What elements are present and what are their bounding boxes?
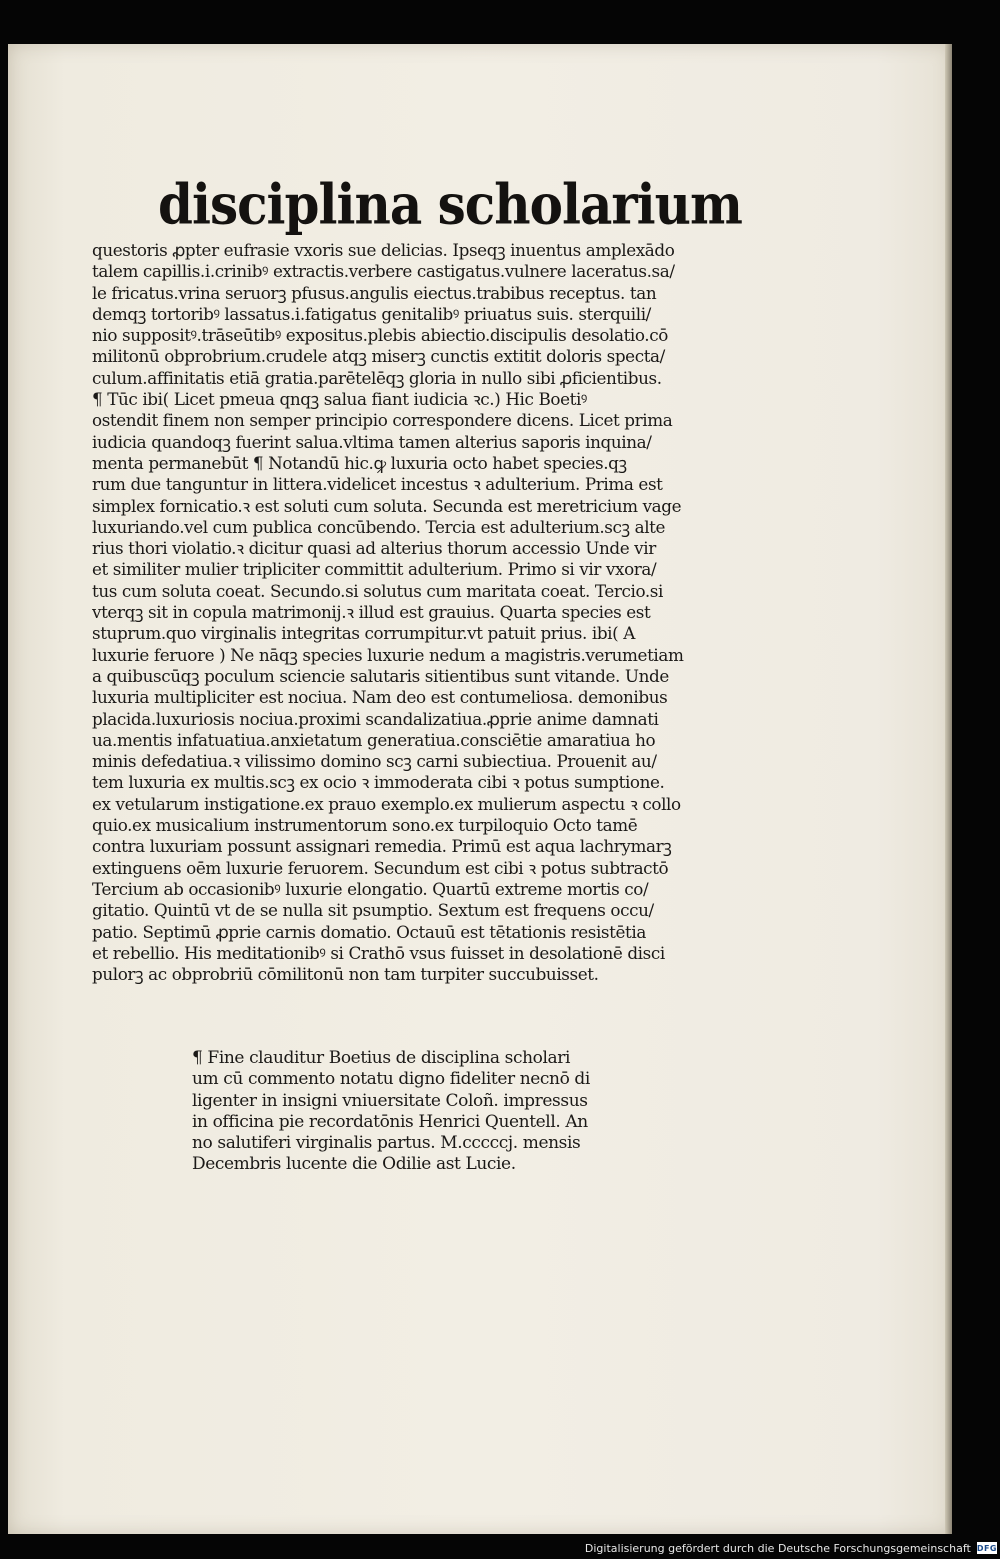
text-line: gitatio. Quintū vt de se nulla sit psumptio. Sextum est frequens occu/ [92, 900, 654, 921]
colophon-line: ¶ Fine clauditur Boetius de disciplina scholari [192, 1048, 571, 1068]
text-line: Tercium ab occasionibꝰ luxurie elongatio. Quartū extreme mortis co/ [92, 878, 649, 899]
text-line: ¶ Tūc ibi( Licet pmeua qnqꝫ salua fiant iudicia ꝛc.) Hic Boetiꝰ [92, 389, 587, 410]
digitization-footer [584, 1540, 997, 1556]
colophon-line: in officina pie recordatōnis Henrici Quentell. An [192, 1111, 588, 1132]
colophon-line: ligenter in insigni vniuersitate Coloñ. impressus [192, 1090, 588, 1111]
text-line: luxuriando.vel cum publica concūbendo. Tercia est adulterium.scꝫ alte [92, 516, 666, 537]
text-line: iudicia quandoqꝫ fuerint salua.vltima tamen alterius saporis inquina/ [92, 431, 652, 452]
text-line: ostendit finem non semper principio correspondere dicens. Licet prima [92, 410, 673, 431]
text-line: le fricatus.vrina seruorꝫ pfusus.angulis eiectus.trabibus receptus. tan [92, 282, 657, 303]
page-edge [945, 44, 952, 1534]
colophon-line: no salutiferi virginalis partus. M.cccccj. mensis [192, 1133, 581, 1154]
text-line: simplex fornicatio.ꝛ est soluti cum soluta. Secunda est meretricium vage [92, 495, 682, 516]
text-line: patio. Septimū ꝓprie carnis domatio. Octauū est tētationis resistētia [92, 921, 646, 942]
main-text-block [92, 240, 732, 985]
text-line: minis defedatiua.ꝛ vilissimo domino scꝫ carni subiectiua. Prouenit au/ [92, 751, 657, 772]
text-line: nio suppositꝰ.trāseūtibꝰ expositus.plebis abiectio.discipulis desolatio.cō [92, 325, 668, 346]
page-title: disciplina scholarium [158, 172, 742, 237]
text-line: luxurie feruore ) Ne nāqꝫ species luxurie nedum a magistris.verumetiam [92, 644, 684, 665]
text-line: extinguens oēm luxurie feruorem. Secundum est cibi ꝛ potus subtractō [92, 857, 669, 878]
text-line: tus cum soluta coeat. Secundo.si solutus cum maritata coeat. Tercio.si [92, 580, 663, 601]
text-line: contra luxuriam possunt assignari remedia. Primū est aqua lachrymarꝫ [92, 836, 672, 857]
text-line: et rebellio. His meditationibꝰ si Crathō vsus fuisset in desolationē disci [92, 942, 665, 963]
funding-notice: Digitalisierung gefördert durch die Deutsche Forschungsgemeinschaft [584, 1541, 971, 1555]
text-line: pulorꝫ ac obprobriū cōmilitonū non tam turpiter succubuisset. [92, 964, 599, 985]
text-line: vterqꝫ sit in copula matrimonij.ꝛ illud est grauius. Quarta species est [92, 602, 651, 623]
text-line: tem luxuria ex multis.scꝫ ex ocio ꝛ immoderata cibi ꝛ potus sumptione. [92, 772, 665, 793]
text-line: luxuria multipliciter est nociua. Nam deo est contumeliosa. demonibus [92, 687, 668, 708]
text-line: militonū obprobrium.crudele atqꝫ miserꝫ cunctis extitit doloris specta/ [92, 346, 665, 367]
colophon-block [192, 1048, 652, 1176]
text-line: placida.luxuriosis nociua.proximi scandalizatiua.ꝓprie anime damnati [92, 708, 659, 729]
text-line: ex vetularum instigatione.ex prauo exemplo.ex mulierum aspectu ꝛ collo [92, 793, 681, 814]
text-line: talem capillis.i.crinibꝰ extractis.verbere castigatus.vulnere laceratus.sa/ [92, 261, 675, 282]
text-line: demqꝫ tortoribꝰ lassatus.i.fatigatus genitalibꝰ priuatus suis. sterquili/ [92, 303, 651, 324]
text-line: ua.mentis infatuatiua.anxietatum generatiua.consciētie amaratiua ho [92, 729, 656, 750]
text-line: stuprum.quo virginalis integritas corrumpitur.vt patuit prius. ibi( A [92, 623, 635, 644]
text-line: et similiter mulier tripliciter committit adulterium. Primo si vir vxora/ [92, 559, 657, 580]
text-line: rum due tanguntur in littera.videlicet incestus ꝛ adulterium. Prima est [92, 474, 663, 495]
text-line: culum.affinitatis etiā gratia.parētelēqꝫ gloria in nullo sibi ꝓficientibus. [92, 367, 662, 388]
colophon-line: um cū commento notatu digno fideliter necnō di [192, 1069, 590, 1090]
text-line: menta permanebūt ¶ Notandū hic.ꝙ luxuria octo habet species.qꝫ [92, 452, 627, 473]
text-line: a quibuscūqꝫ poculum sciencie salutaris sitientibus sunt vitande. Unde [92, 665, 669, 686]
colophon-line: Decembris lucente die Odilie ast Lucie. [192, 1154, 516, 1175]
text-line: rius thori violatio.ꝛ dicitur quasi ad alterius thorum accessio Unde vir [92, 538, 656, 559]
text-line: quio.ex musicalium instrumentorum sono.ex turpiloquio Octo tamē [92, 815, 638, 836]
dfg-logo-icon: DFG [976, 1543, 997, 1553]
text-line: questoris ꝓpter eufrasie vxoris sue delicias. Ipseqꝫ inuentus amplexādo [92, 240, 675, 260]
